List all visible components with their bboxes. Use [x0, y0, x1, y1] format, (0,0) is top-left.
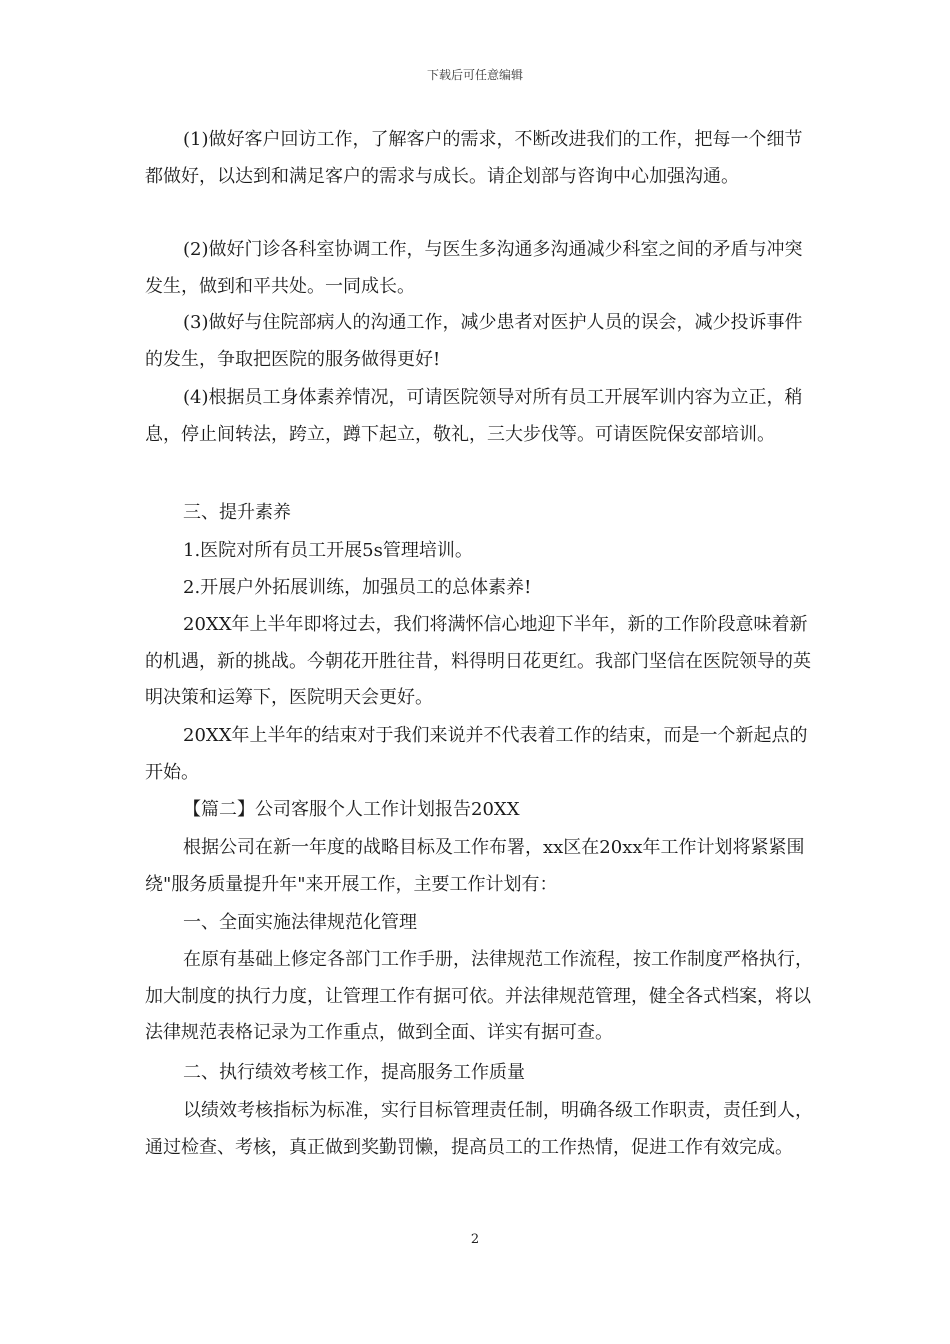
page-header: 下载后可任意编辑: [426, 68, 523, 82]
section-heading-2: 二、执行绩效考核工作，提高服务工作质量: [183, 1062, 525, 1083]
article-title: 【篇二】公司客服个人工作计划报告20XX: [183, 799, 520, 820]
list-item-1: 1.医院对所有员工开展5s管理培训。: [183, 540, 473, 561]
paragraph-2: (2)做好门诊各科室协调工作，与医生多沟通多沟通减少科室之间的矛盾与冲突发生，做到和平共处。一同成长。: [145, 239, 803, 297]
paragraph-summary: 20XX年上半年即将过去，我们将满怀信心地迎下半年，新的工作阶段意味着新的机遇，新的挑战。今朝花开胜往昔，料得明日花更红。我部门坚信在医院领导的英明决策和运筹下，医院明天会更好。: [145, 614, 811, 708]
paragraph-1: (1)做好客户回访工作，了解客户的需求，不断改进我们的工作，把每一个细节都做好，以达到和满足客户的需求与成长。请企划部与咨询中心加强沟通。: [145, 129, 803, 187]
paragraph-section-1: 在原有基础上修定各部门工作手册，法律规范工作流程，按工作制度严格执行，加大制度的执行力度，让管理工作有据可依。并法律规范管理，健全各式档案，将以法律规范表格记录为工作重点，做到全面、详实有据可查。: [145, 949, 813, 1043]
paragraph-3: (3)做好与住院部病人的沟通工作，减少患者对医护人员的误会，减少投诉事件的发生，争取把医院的服务做得更好!: [145, 312, 803, 370]
list-item-2: 2.开展户外拓展训练，加强员工的总体素养!: [183, 577, 532, 598]
section-heading-3: 三、提升素养: [183, 502, 291, 523]
paragraph-section-2: 以绩效考核指标为标准，实行目标管理责任制，明确各级工作职责，责任到人，通过检查、考核，真正做到奖勤罚懒，提高员工的工作热情，促进工作有效完成。: [145, 1100, 813, 1158]
paragraph-conclusion: 20XX年上半年的结束对于我们来说并不代表着工作的结束，而是一个新起点的开始。: [145, 725, 808, 783]
paragraph-4: (4)根据员工身体素养情况，可请医院领导对所有员工开展军训内容为立正，稍息，停止间转法，跨立，蹲下起立，敬礼，三大步伐等。可请医院保安部培训。: [145, 387, 803, 445]
paragraph-intro: 根据公司在新一年度的战略目标及工作布署，xx区在20xx年工作计划将紧紧围绕"服务质量提升年"来开展工作，主要工作计划有：: [145, 837, 805, 895]
section-heading-1: 一、全面实施法律规范化管理: [183, 912, 417, 933]
page-number: 2: [470, 1232, 480, 1247]
